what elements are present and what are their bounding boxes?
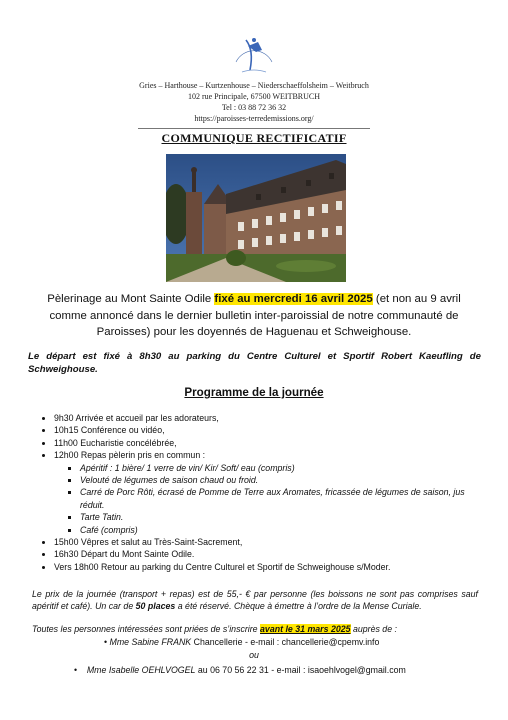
parish-logo (226, 32, 282, 78)
price-text-start: Le prix de la journée (transport + repas) est de 55,- € par personne (les boissons ne sont pas comprises sauf apéritif et café). Un car de (32, 589, 478, 612)
programme-item: • 11h00 Eucharistie concélébrée, (54, 437, 484, 449)
registration-text-start: Toutes les personnes intéressées sont priées de s’inscrire (32, 624, 261, 634)
menu-list (54, 462, 484, 536)
header-address: 102 rue Principale, 67500 WEITBRUCH (187, 92, 321, 101)
menu-item: ▪ Café (compris) (80, 524, 484, 536)
contact-line (74, 664, 406, 676)
contact-email[interactable]: chancellerie@cpemv.info (281, 637, 380, 647)
header-website[interactable]: https://paroisses-terredemissions.org/ (194, 114, 314, 123)
bullet-icon: • (104, 637, 110, 647)
programme-item-text: 12h00 Repas pèlerin pris en commun : (54, 450, 206, 461)
contact-detail: Chancellerie - e-mail : (191, 637, 282, 647)
header-divider (138, 128, 370, 129)
menu-item: ▪ Carré de Porc Rôti, écrasé de Pomme de Terre aux Aromates, fricassée de légumes de saison, jus réduit. (80, 486, 484, 511)
price-paragraph (32, 588, 478, 612)
registration-deadline: avant le 31 mars 2025 (260, 624, 351, 634)
registration-paragraph (32, 623, 478, 635)
price-text-end: a été réservé. Chèque à émettre à l’ordre de la Mense Curiale. (175, 601, 422, 612)
programme-item (54, 449, 484, 536)
bus-capacity: 50 places (135, 601, 176, 612)
intro-text-end: (et non au 9 avril comme annoncé dans le dernier bulletin inter-paroissial de notre communauté de Paroisses) pour les doyennés de Haguenau et Schweighouse. (49, 293, 461, 338)
programme-item: • 9h30 Arrivée et accueil par les adorateurs, (54, 412, 484, 424)
bullet-icon: • (74, 665, 87, 675)
contact-detail: au 06 70 56 22 31 - e-mail : (195, 665, 308, 675)
contact-name: Mme Sabine FRANK (109, 637, 192, 647)
intro-text-start: Pèlerinage au Mont Sainte Odile (47, 293, 215, 305)
departure-info: Le départ est fixé à 8h30 au parking du Centre Culturel et Sportif Robert Kaeufling de Schweighouse. (28, 351, 481, 375)
programme-item: • Vers 18h00 Retour au parking du Centre Culturel et Sportif de Schweighouse s/Moder. (54, 561, 484, 573)
header-tel: Tel : 03 88 72 36 32 (221, 103, 287, 112)
registration-text-end: auprès de : (350, 624, 397, 634)
programme-item: • 15h00 Vêpres et salut au Très-Saint-Sacrement, (54, 536, 484, 548)
menu-item: ▪ Apéritif : 1 bière/ 1 verre de vin/ Kir/ Soft/ eau (compris) (80, 462, 484, 474)
contact-name: Mme Isabelle OEHLVOGEL (86, 665, 196, 675)
programme-item: • 10h15 Conférence ou vidéo, (54, 424, 484, 436)
menu-item: ▪ Velouté de légumes de saison chaud ou froid. (80, 474, 484, 486)
intro-date-highlight: fixé au mercredi 16 avril 2025 (214, 293, 373, 305)
abbey-photo (166, 154, 346, 282)
page-title: COMMUNIQUE RECTIFICATIF (161, 131, 347, 145)
or-separator: ou (249, 650, 259, 660)
contact-line (104, 636, 379, 648)
programme-list (28, 412, 484, 573)
contact-email[interactable]: isaoehlvogel@gmail.com (307, 665, 406, 675)
programme-title: Programme de la journée (184, 386, 324, 399)
intro-paragraph (30, 291, 478, 341)
programme-item: • 16h30 Départ du Mont Sainte Odile. (54, 548, 484, 560)
header-villages: Gries – Harthouse – Kurtzenhouse – Niederschaeffolsheim – Weitbruch (139, 81, 369, 90)
menu-item: ▪ Tarte Tatin. (80, 511, 484, 523)
